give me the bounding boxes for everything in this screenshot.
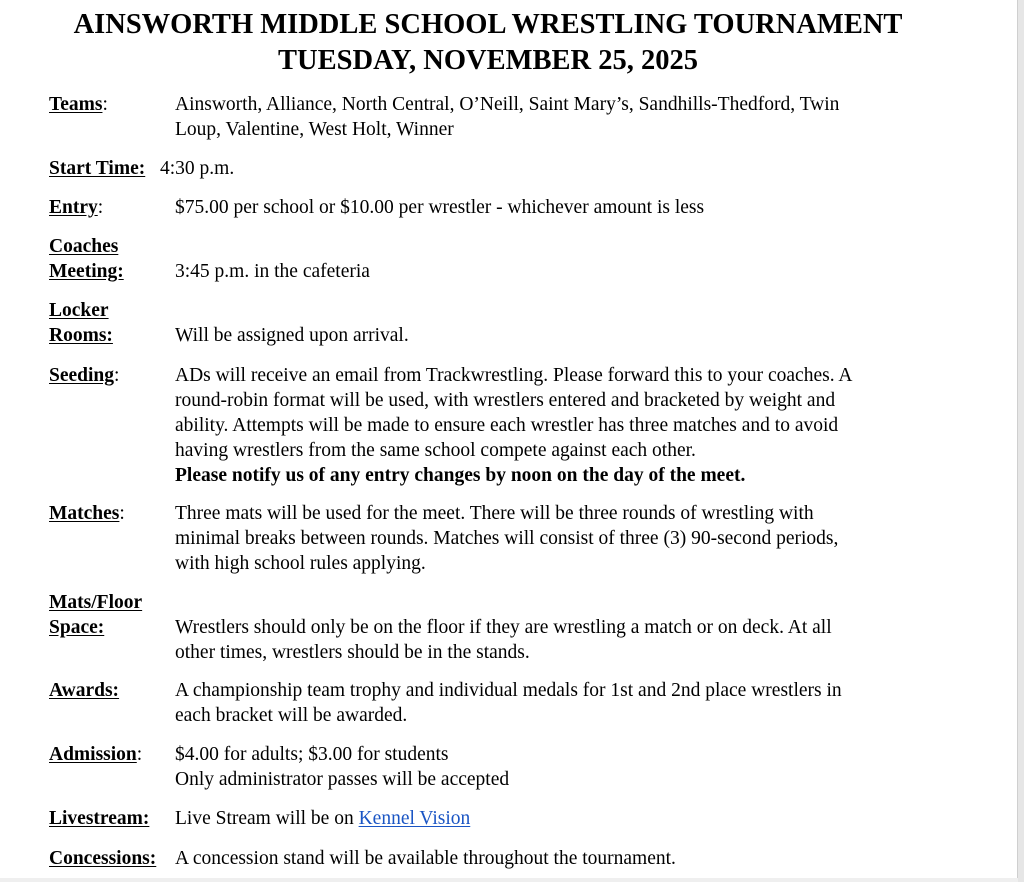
awards-value: A championship team trophy and individual medals for 1st and 2nd place wrestlers in each bracket will be awarded.	[175, 680, 842, 726]
mats-floor-label: Mats/Floor Space:	[49, 592, 143, 638]
teams-label: Teams:	[49, 94, 108, 115]
start-time-label: Start Time:	[49, 158, 146, 179]
admission-label: Admission:	[49, 744, 143, 765]
livestream-label: Livestream:	[49, 808, 150, 829]
concessions-label: Concessions:	[49, 848, 157, 869]
window-edge	[1017, 0, 1024, 882]
event-date: TUESDAY, NOVEMBER 25, 2025	[278, 45, 698, 76]
matches-value: Three mats will be used for the meet. There will be three rounds of wrestling with minimal breaks between rounds. Matches will consist of three (3) 90-second periods, with high school rules applying.	[175, 503, 839, 574]
locker-rooms-value: Will be assigned upon arrival.	[175, 325, 409, 346]
coaches-meeting-label: Coaches Meeting:	[49, 236, 124, 282]
entry-value: $75.00 per school or $10.00 per wrestler - whichever amount is less	[175, 197, 705, 218]
page-title: AINSWORTH MIDDLE SCHOOL WRESTLING TOURNAMENT	[73, 9, 903, 40]
matches-label: Matches:	[49, 503, 125, 524]
locker-rooms-label: Locker Rooms:	[49, 300, 113, 346]
livestream-value: Live Stream will be on Kennel Vision	[175, 808, 471, 829]
teams-value: Ainsworth, Alliance, North Central, O’Neill, Saint Mary’s, Sandhills-Thedford, Twin Loup, Valentine, West Holt, Winner	[175, 94, 840, 140]
seeding-label: Seeding:	[49, 365, 120, 386]
start-time-value: 4:30 p.m.	[160, 158, 235, 179]
page-bottom-edge	[0, 878, 1018, 882]
entry-label: Entry:	[49, 197, 104, 218]
concessions-value: A concession stand will be available throughout the tournament.	[175, 848, 676, 869]
entry-changes-note: Please notify us of any entry changes by noon on the day of the meet.	[175, 465, 746, 486]
seeding-value: ADs will receive an email from Trackwrestling. Please forward this to your coaches. A round-robin format will be used, with wrestlers entered and bracketed by weight and ability. Attempts will be made to ensure each wrestler has three matches and to avoid having wrestlers from the same school compete against each other. Please notify us of any entry changes by noon on the day of the meet.	[175, 363, 915, 488]
mats-floor-value: Wrestlers should only be on the floor if they are wrestling a match or on deck. At all other times, wrestlers should be in the stands.	[175, 617, 832, 663]
coaches-meeting-value: 3:45 p.m. in the cafeteria	[175, 261, 370, 282]
kennel-vision-link[interactable]: Kennel Vision	[358, 808, 471, 829]
admission-value: $4.00 for adults; $3.00 for students Only administrator passes will be accepted	[175, 744, 510, 790]
awards-label: Awards:	[49, 680, 120, 701]
